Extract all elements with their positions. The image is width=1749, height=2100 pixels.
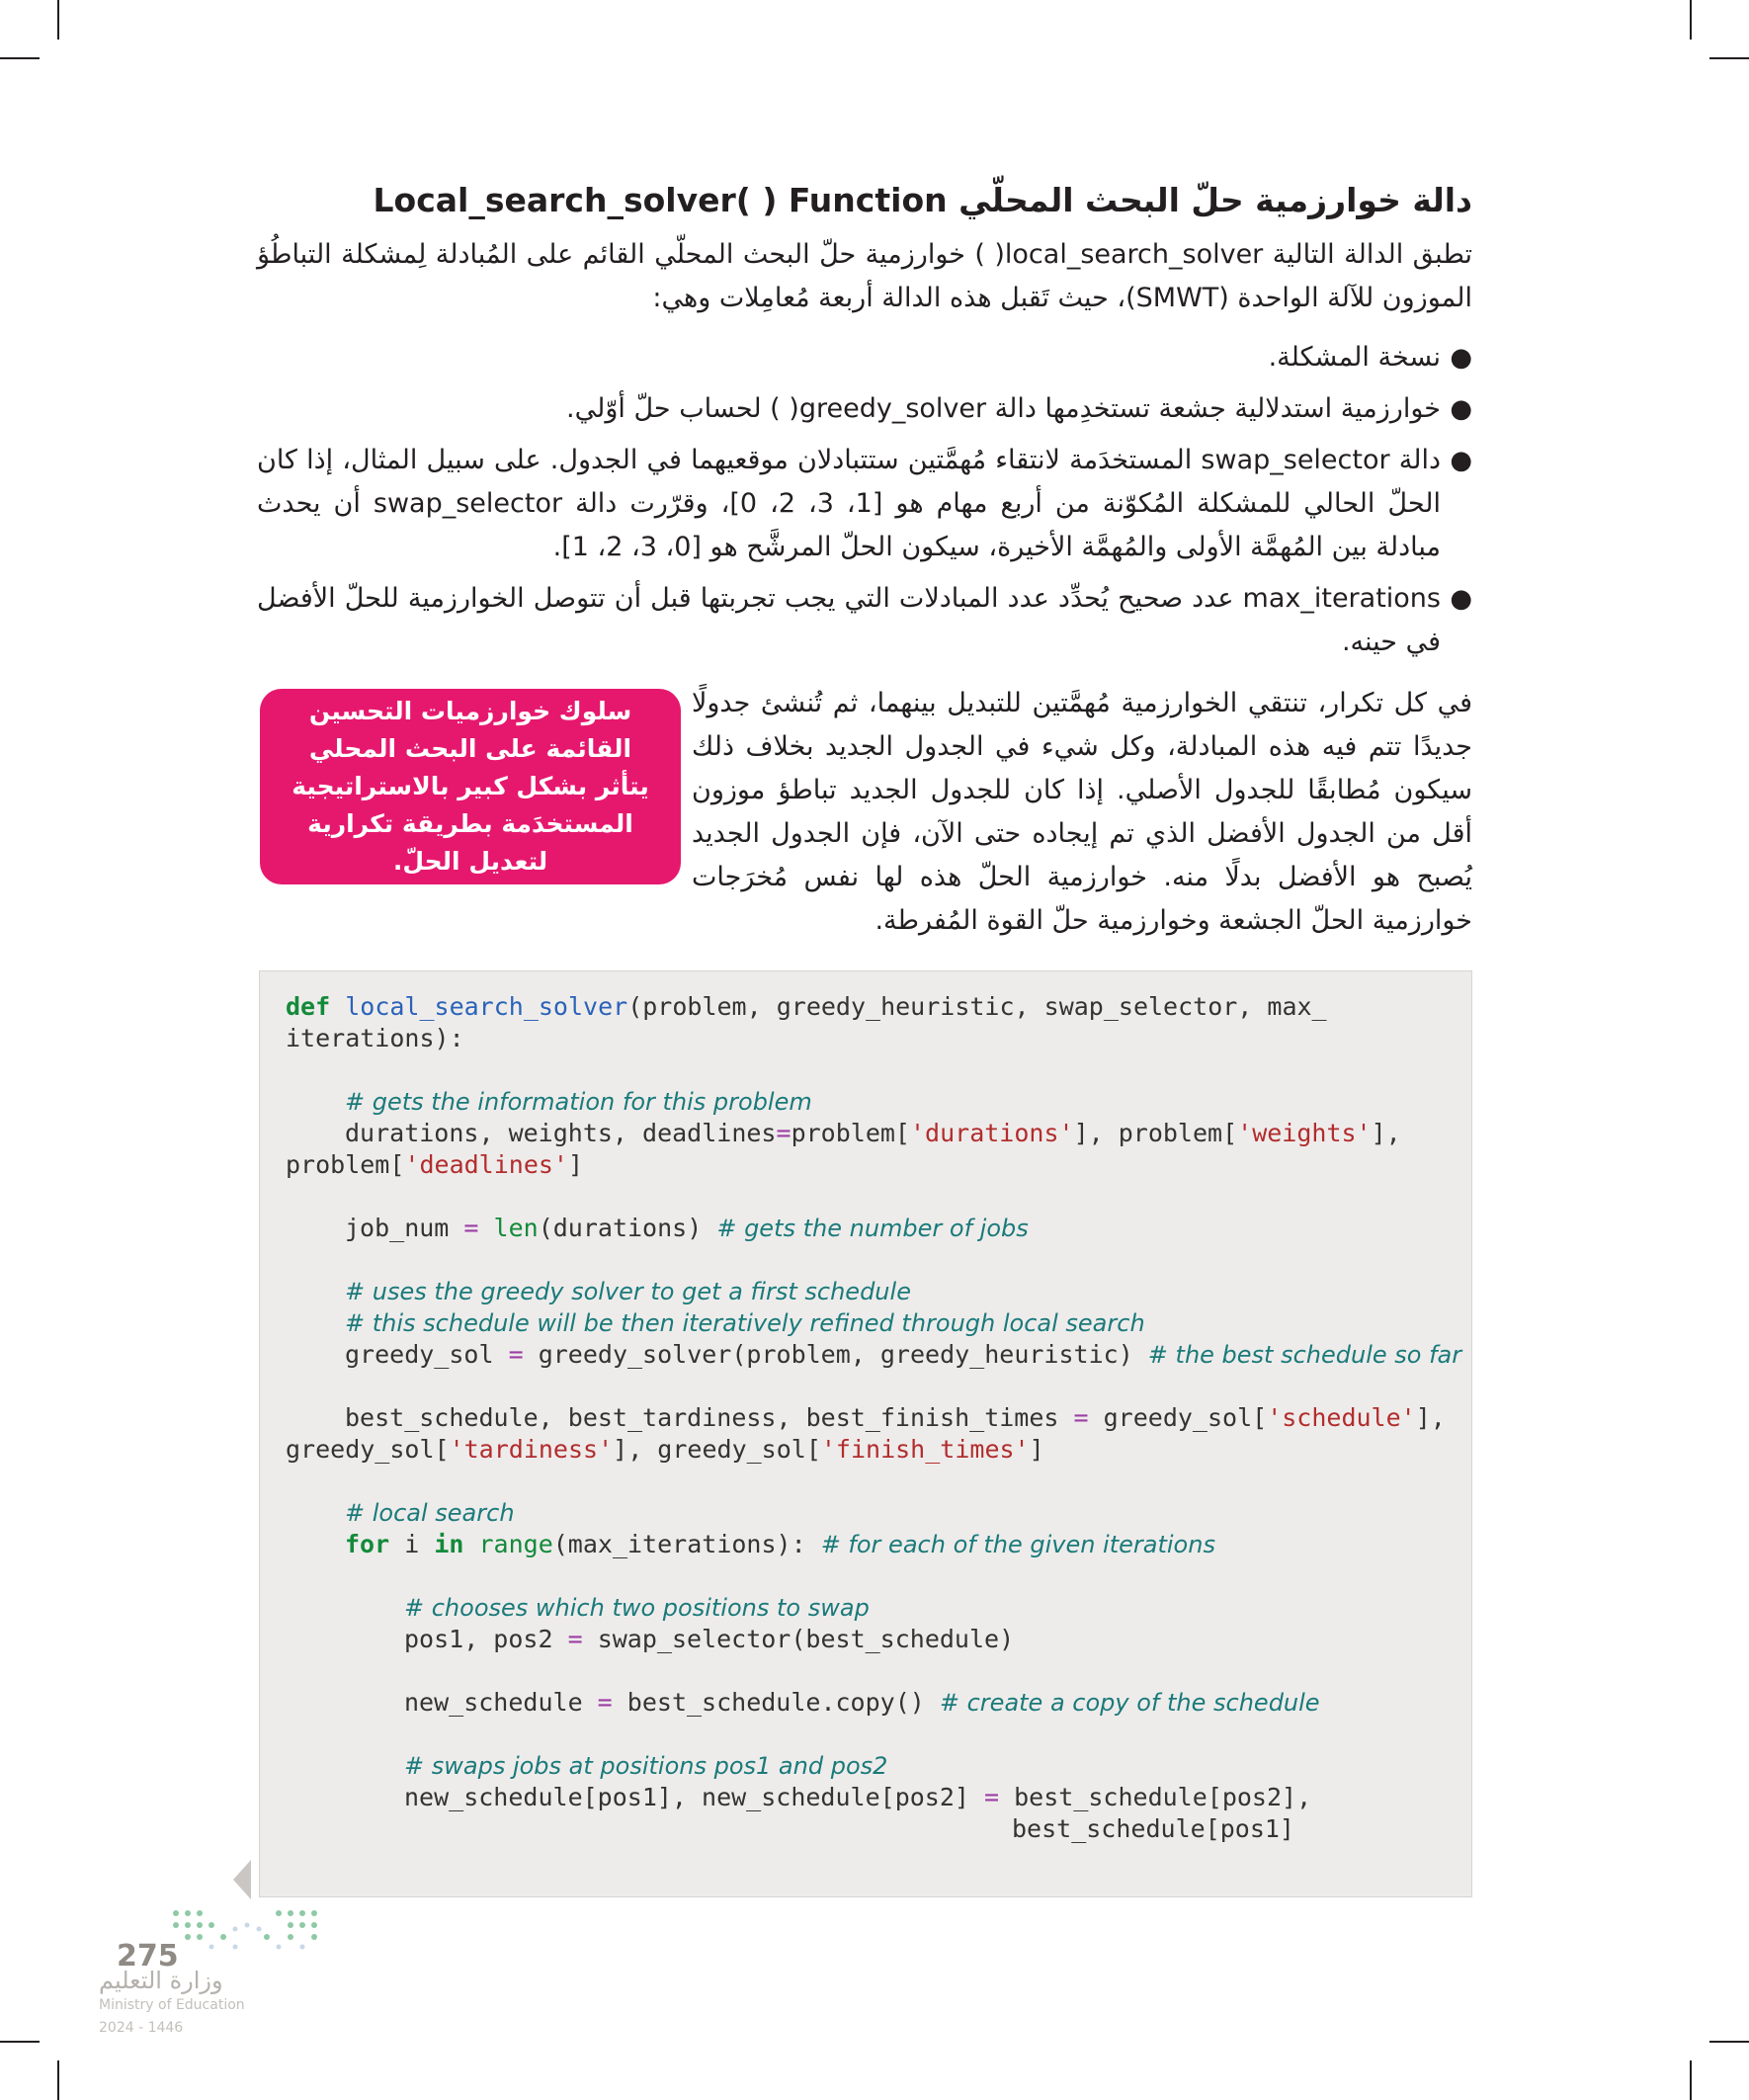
code-text: ] bbox=[568, 1150, 584, 1179]
code-comment: # chooses which two positions to swap bbox=[404, 1594, 870, 1622]
list-item-text: دالة swap_selector المستخدَمة لانتقاء مُهمَّتين ستتبادلان موقعيهما في الجدول. على سبيل المثال، إذا كان الحلّ الحالي للمشكلة المُكوّنة من أربع مهام هو [1، 3، 2، 0]، وقرّرت دالة swap_selector أن يحدث مبادلة بين المُهمَّة الأولى والمُهمَّة الأخيرة، سيكون الحلّ المرشَّح هو [0، 3، 2، 1]. bbox=[257, 445, 1442, 562]
body-paragraph: في كل تكرار، تنتقي الخوارزمية مُهمَّتين للتبديل بينهما، ثم تُنشئ جدولًا جديدًا تتم فيه هذه المبادلة، وكل شيء في الجدول الجديد بخلاف ذلك سيكون مُطابقًا للجدول الأصلي. إذا كان للجدول الجديد تباطؤ موزون أقل من الجدول الأفضل الذي تم إيجاده حتى الآن، فإن الجدول الجديد يُصبح هو الأفضل بدلًا منه. خوارزمية الحلّ هذه لها نفس مُخرَجات خوارزمية الحلّ الجشعة وخوارزمية حلّ القوة المُفرطة. bbox=[692, 688, 1472, 936]
crop-mark bbox=[57, 2060, 59, 2100]
code-text: greedy_sol[ bbox=[1088, 1403, 1268, 1432]
code-text: greedy_solver(problem, greedy_heuristic) bbox=[523, 1340, 1148, 1369]
list-item bbox=[257, 577, 1472, 664]
code-line bbox=[1012, 1813, 1294, 1845]
bullet-icon: ● bbox=[1450, 584, 1472, 614]
page-tab-arrow-icon bbox=[233, 1860, 253, 1899]
code-line bbox=[345, 1339, 1461, 1371]
parameter-list bbox=[257, 336, 1472, 672]
callout-text: سلوك خوارزميات التحسين القائمة على البحث المحلي يتأثر بشكل كبير بالاستراتيجية المستخدَمة بطريقة تكرارية لتعديل الحلّ. bbox=[292, 697, 649, 876]
code-text: (problem, greedy_heuristic, swap_selector, max_ bbox=[627, 992, 1327, 1021]
edition-year: 2024 - 1446 bbox=[99, 2020, 184, 2036]
list-item-text: max_iterations عدد صحيح يُحدِّد عدد المبادلات التي يجب تجربتها قبل أن تتوصل الخوارزمية للحلّ الأفضل في حينه. bbox=[257, 583, 1441, 657]
list-item-text: خوارزمية استدلالية جشعة تستخدِمها دالة greedy_solver( ) لحساب حلّ أوّلي. bbox=[566, 393, 1441, 424]
list-item bbox=[257, 439, 1472, 569]
code-function-name: local_search_solver bbox=[345, 992, 628, 1021]
code-text: best_schedule[pos2], bbox=[999, 1783, 1312, 1811]
code-line bbox=[286, 1149, 583, 1181]
code-comment: # swaps jobs at positions pos1 and pos2 bbox=[404, 1752, 888, 1780]
code-text: ], problem[ bbox=[1073, 1119, 1238, 1147]
code-line bbox=[286, 991, 1327, 1023]
crop-mark bbox=[1709, 2041, 1749, 2043]
bullet-icon: ● bbox=[1450, 446, 1472, 475]
code-text bbox=[463, 1530, 478, 1558]
code-text: ], bbox=[1371, 1119, 1401, 1147]
code-string: 'schedule' bbox=[1267, 1403, 1416, 1432]
code-operator: = bbox=[567, 1625, 583, 1653]
code-builtin: range bbox=[478, 1530, 553, 1558]
code-text: ], greedy_sol[ bbox=[613, 1435, 821, 1464]
code-operator: = bbox=[984, 1783, 1000, 1811]
code-block bbox=[259, 970, 1472, 1897]
code-comment: # this schedule will be then iteratively refined through local search bbox=[345, 1309, 1145, 1337]
code-text: (max_iterations): bbox=[552, 1530, 821, 1558]
code-operator: = bbox=[776, 1119, 791, 1147]
code-comment: # gets the information for this problem bbox=[345, 1088, 812, 1116]
code-line bbox=[345, 1529, 1215, 1560]
list-item-text: نسخة المشكلة. bbox=[1268, 342, 1441, 373]
code-line bbox=[286, 1434, 1044, 1466]
ministry-logo-icon bbox=[170, 1907, 328, 1959]
code-line bbox=[286, 1023, 464, 1054]
code-keyword: in bbox=[434, 1530, 464, 1558]
code-operator: = bbox=[508, 1340, 524, 1369]
crop-mark bbox=[57, 0, 59, 40]
page-number: 275 bbox=[117, 1939, 179, 1974]
code-text: pos1, pos2 bbox=[404, 1625, 568, 1653]
code-text: (durations) bbox=[538, 1214, 717, 1242]
code-string: 'tardiness' bbox=[449, 1435, 614, 1464]
code-text: problem[ bbox=[286, 1150, 405, 1179]
code-comment: # gets the number of jobs bbox=[716, 1215, 1029, 1242]
code-text: greedy_sol[ bbox=[286, 1435, 450, 1464]
code-text: ], bbox=[1415, 1403, 1446, 1432]
code-text: durations, weights, deadlines bbox=[345, 1119, 777, 1147]
code-builtin: len bbox=[493, 1214, 539, 1242]
code-text: new_schedule[pos1], new_schedule[pos2] bbox=[404, 1783, 984, 1811]
code-text: new_schedule bbox=[404, 1688, 598, 1717]
code-text: swap_selector(best_schedule) bbox=[582, 1625, 1015, 1653]
code-text: best_schedule[pos1] bbox=[1012, 1814, 1294, 1843]
code-line bbox=[345, 1213, 1029, 1244]
callout-box bbox=[260, 689, 681, 884]
code-text bbox=[478, 1214, 493, 1242]
code-text: job_num bbox=[345, 1214, 464, 1242]
code-string: 'finish_times' bbox=[820, 1435, 1030, 1464]
code-operator: = bbox=[597, 1688, 613, 1717]
code-text: problem[ bbox=[791, 1119, 910, 1147]
code-comment: # local search bbox=[345, 1499, 515, 1527]
code-text: ] bbox=[1029, 1435, 1044, 1464]
code-text: i bbox=[389, 1530, 435, 1558]
code-comment: # for each of the given iterations bbox=[820, 1531, 1215, 1558]
intro-paragraph: تطبق الدالة التالية local_search_solver( ) خوارزمية حلّ البحث المحلّي القائم على المُبادلة لِمشكلة التباطُؤ الموزون للآلة الواحدة (SMWT)، حيث تَقبل هذه الدالة أربعة مُعامِلات وهي: bbox=[257, 239, 1472, 313]
code-line bbox=[404, 1782, 1311, 1813]
code-keyword: def bbox=[286, 992, 331, 1021]
crop-mark bbox=[0, 57, 40, 59]
code-comment: # create a copy of the schedule bbox=[939, 1689, 1320, 1717]
crop-mark bbox=[1690, 0, 1692, 40]
code-line bbox=[404, 1624, 1014, 1655]
section-title: دالة خوارزمية حلّ البحث المحلّي Local_search_solver( ) Function bbox=[373, 181, 1472, 219]
code-line bbox=[345, 1118, 1401, 1149]
code-string: 'weights' bbox=[1237, 1119, 1372, 1147]
bullet-icon: ● bbox=[1450, 394, 1472, 424]
code-line bbox=[404, 1687, 1320, 1719]
code-operator: = bbox=[463, 1214, 479, 1242]
code-string: 'deadlines' bbox=[404, 1150, 568, 1179]
code-text: best_schedule, best_tardiness, best_finish_times bbox=[345, 1403, 1074, 1432]
code-text: best_schedule.copy() bbox=[612, 1688, 940, 1717]
code-string: 'durations' bbox=[909, 1119, 1074, 1147]
bullet-icon: ● bbox=[1450, 343, 1472, 373]
code-comment: # uses the greedy solver to get a first schedule bbox=[345, 1278, 911, 1305]
ministry-name-en: Ministry of Education bbox=[99, 1997, 245, 2013]
crop-mark bbox=[1709, 57, 1749, 59]
code-line bbox=[345, 1402, 1446, 1434]
ministry-name-ar: وزارة التعليم bbox=[99, 1967, 223, 1994]
crop-mark bbox=[0, 2041, 40, 2043]
code-comment: # the best schedule so far bbox=[1147, 1341, 1462, 1369]
code-keyword: for bbox=[345, 1530, 390, 1558]
list-item bbox=[257, 387, 1472, 431]
code-operator: = bbox=[1073, 1403, 1089, 1432]
code-text: iterations): bbox=[286, 1024, 464, 1052]
code-text: greedy_sol bbox=[345, 1340, 509, 1369]
list-item bbox=[257, 336, 1472, 379]
crop-mark bbox=[1690, 2060, 1692, 2100]
